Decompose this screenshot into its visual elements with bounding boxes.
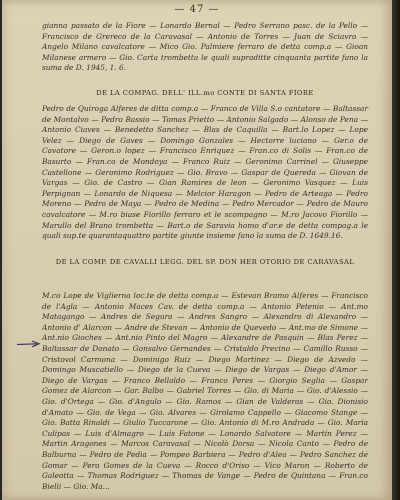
page-number: — 47 — bbox=[174, 4, 220, 15]
document-page bbox=[2, 0, 392, 500]
handwritten-arrow-icon bbox=[16, 340, 42, 348]
section-heading-caravasal: DE LA COMP. DE CAVALLI LEGG. DEL SP. DON HER OTORIO DE CARAVASAL bbox=[55, 258, 355, 266]
section-heading-santa-fiore: DE LA COMPAG. DELL' ILL.mo CONTE DI SANTA FIORE bbox=[96, 89, 314, 97]
opening-paragraph: gianna passato de la Fiore — Lonardo Bernal — Pedro Serrano pasc. de la Pello — Francisco de Grereco de la Caravasal — Antonio de Torres — Juan de Sciavra — Angelo Milano cavalcatore — Mico Gio. Palmiere ferraro de detta comp.a — Gioan Milanese armero — Gio. Carta trombetta le quali supraditte cinquanta partite fano la suma de D. 1945, 1. 6. bbox=[42, 21, 368, 73]
caravasal-roster-paragraph: M.co Lope de Viglierna loc.te de detta comp.a — Estevan Bramo Alferes — Francisco de l'Agla — Antonio Maces Cav. de detta comp.a — Antonio Petenio — Ant.mo Matagango — Andres de Segura — Andres Sangro — Alexandro di Alexandro — Antonio d' Alarcon — Andre de Stevan — Antonio de Quevedo — Ant.mo de Simone — Ant.nio Gioches — Ant.nio Pinto del Magro — Alexandre de Pasquin — Blas Perez — Baltassar de Donato — Gonsalvo Gernandes — Cristaldo Precino — Camillo Russo — Cristovol Carmona — Dominigo Ruiz — Diego Martinez — Diego de Azvedo — Domingo Muscatiello — Diego de la Cueva — Diego de Vargas — Diego d'Amor — Diego de Vargas — Franco Bellaldo — Franco Peres — Giorgio Seglia — Gaspar Gomez de Alarcon — Gar. Balbo — Gabriel Torres — Gio. di Maria — Gio. d'Alessio — Gio. d'Ortega — Gio. d'Angulo — Gio. Ramos — Gian de Valderas — Gio. Dionisio d'Amato — Gio. de Vega — Gio. Alvares — Girolamo Cappello — Giacomo Stange — Gio. Batta Rinaldi — Giulio Tuccarone — Gio. Antonio di M.ro Andrada — Gio. Maria Culipas — Luis d'Almagro — Luis Fatone — Lonardo Salvatore — Martin Perez — Martin Aragones — Marcos Caravasal — Nicolò Dorsa — Nicola Canto — Pedro de Balburna — Pedro de Pedia — Pompeo Barbiera — Pedro d'Alea — Pedro Sanchez de Gomar — Pero Gomes de la Cueva — Rocco d'Oriso — Vico Maron — Roberto de Galeotta — Thomas Rodriguez — Thomas de Vange — Pedro de Quintana — Fran.co Bielli — Gio. Ma... bbox=[42, 291, 368, 491]
page-edge-shadow bbox=[392, 0, 400, 500]
santa-fiore-roster-paragraph: Pedro de Quiroga Alferes de ditta comp.a — Franco de Villa S.o cantatore — Baltassar de Montalvo — Pedro Bassio — Tomas Prietto — Antonio Salgado — Alonso de Pena — Antonio Ciaves — Benedetto Sanchez — Blas de Caquilla — Bart.lo Lopez — Lope Velez — Diego de Gaves — Domingo Gonzales — Hectorre luciano — Ger.o de Cavatore — Geron.o lopez — Francisco Enriquez — Fran.co di Solis — Fran.co de Basurto — Fran.co de Mondoya — Franco Ruiz — Geronimo Carrinel — Giuseppe Castellone — Geronimo Rodriguez — Gio. Bravo — Gaspar de Quereda — Giovan de Vargas — Gio. de Castro — Gian Ramires de leon — Geronimo Vasquez — Luis Perpignan — Lonardo de Niquesa — Melcior Haragon — Pedro de Arteaga — Pedro Moreno — Pedro de Maya — Pedro de Medina — Pedro Mercador — Pedro de Mauro cavalcatore — M.ro biase Fiorillo ferraro et le scompagno — M.ro Jacovo Fiorillo — Marullo del Brano trombetta — Bart.o de Saravia homo d'ar.e de detta compag.a le quali sup.te quarantaquattro partite giunte insieme fano la suma de D. 1649.16. bbox=[42, 104, 368, 241]
